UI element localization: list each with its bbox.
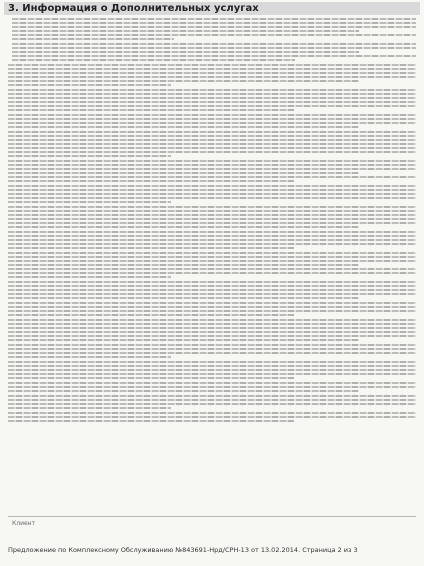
paragraph bbox=[8, 131, 416, 157]
paragraph bbox=[12, 18, 416, 40]
paragraph bbox=[8, 206, 416, 228]
client-label: Клиент bbox=[12, 520, 36, 527]
section-header bbox=[4, 2, 420, 15]
paragraph bbox=[8, 89, 416, 111]
paragraph bbox=[8, 160, 416, 182]
paragraph bbox=[8, 281, 416, 299]
paragraph bbox=[12, 43, 416, 61]
paragraph bbox=[8, 302, 416, 316]
paragraph bbox=[8, 231, 416, 249]
paragraph bbox=[8, 412, 416, 422]
paragraph bbox=[8, 185, 416, 203]
document-body bbox=[8, 18, 416, 508]
section-title: 3. Информация о Дополнительных услугах bbox=[8, 3, 259, 14]
divider bbox=[8, 516, 416, 517]
paragraph bbox=[8, 395, 416, 409]
paragraph bbox=[8, 344, 416, 358]
paragraph bbox=[8, 64, 416, 86]
paragraph bbox=[8, 361, 416, 379]
paragraph bbox=[8, 382, 416, 392]
page-footer: Предложение по Комплексному Обслуживанию №843691-Нрд/СРН-13 от 13.02.2014. Страница 2 из 3 bbox=[8, 546, 358, 554]
paragraph bbox=[8, 252, 416, 278]
paragraph bbox=[8, 114, 416, 128]
paragraph bbox=[8, 319, 416, 341]
